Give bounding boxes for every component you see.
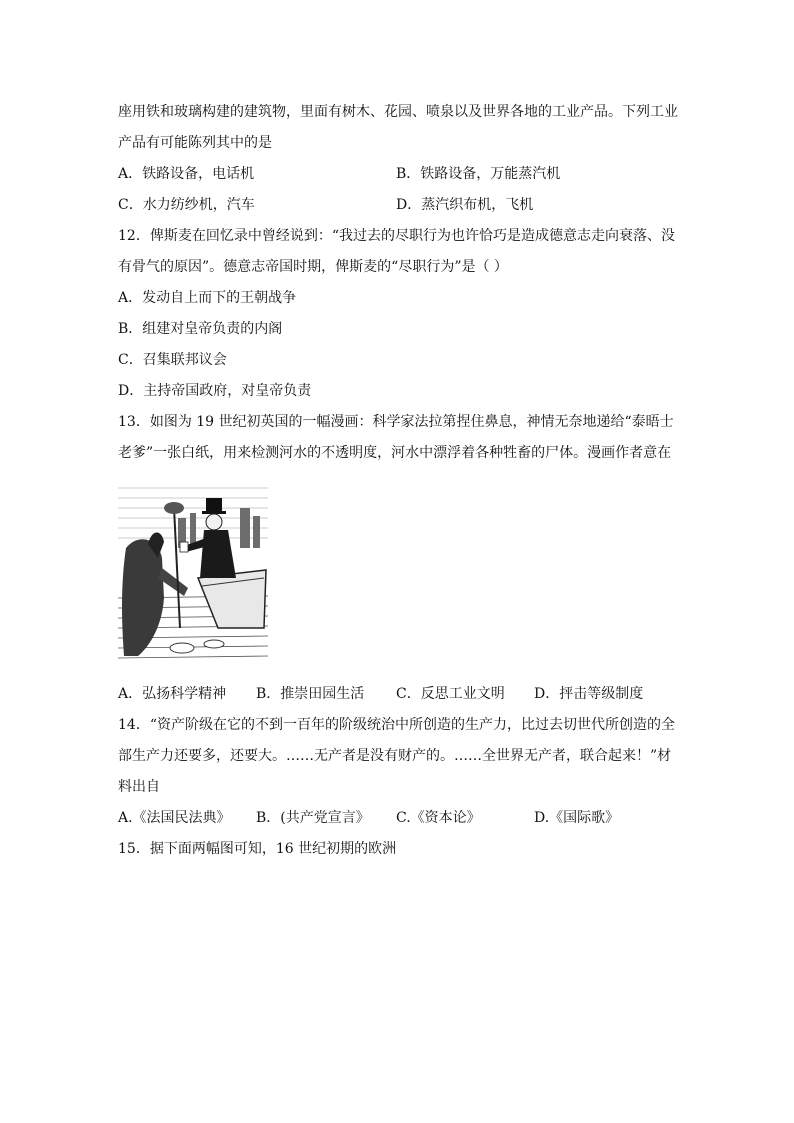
q11-option-b: B．铁路设备，万能蒸汽机 xyxy=(396,166,561,182)
q14-option-d: D.《国际歌》 xyxy=(534,810,620,826)
q12-text-line2: 有骨气的原因”。德意志帝国时期，俾斯麦的“尽职行为”是（ ） xyxy=(118,259,508,275)
q12-option-d: D．主持帝国政府，对皇帝负责 xyxy=(118,383,312,399)
q11-text-line1: 座用铁和玻璃构建的建筑物，里面有树木、花园、喷泉以及世界各地的工业产品。下列工业 xyxy=(118,104,678,120)
q11-option-a: A．铁路设备，电话机 xyxy=(118,166,255,182)
q11-option-c: C．水力纺纱机，汽车 xyxy=(118,197,255,213)
q13-text-line1: 13．如图为 19 世纪初英国的一幅漫画：科学家法拉第捏住鼻息，神情无奈地递给“泰晤士 xyxy=(118,414,674,430)
q11-text-line2: 产品有可能陈列其中的是 xyxy=(118,135,272,151)
q14-text-line3: 料出自 xyxy=(118,779,160,795)
q14-text-line2: 部生产力还要多，还要大。……无产者是没有财产的。……全世界无产者，联合起来！”材 xyxy=(118,748,672,764)
q13-option-b: B．推崇田园生活 xyxy=(256,686,365,702)
q14-text-line1: 14．“资产阶级在它的不到一百年的阶级统治中所创造的生产力，比过去切世代所创造的全 xyxy=(118,717,675,733)
q12-text-line1: 12．俾斯麦在回忆录中曾经说到：“我过去的尽职行为也许恰巧是造成德意志走向衰落、没 xyxy=(118,228,675,244)
q13-text-line2: 老爹”一张白纸，用来检测河水的不透明度，河水中漂浮着各种牲畜的尸体。漫画作者意在 xyxy=(118,445,672,461)
q13-option-c: C．反思工业文明 xyxy=(396,686,505,702)
q14-option-c: C.《资本论》 xyxy=(396,810,481,826)
q15-text-line1: 15．据下面两幅图可知，16 世纪初期的欧洲 xyxy=(118,841,397,857)
q12-option-a: A．发动自上而下的王朝战争 xyxy=(118,290,297,306)
q12-option-c: C．召集联邦议会 xyxy=(118,352,227,368)
q13-option-d: D．抨击等级制度 xyxy=(534,686,644,702)
faraday-cartoon-image xyxy=(118,478,268,664)
q12-option-b: B．组建对皇帝负责的内阁 xyxy=(118,321,283,337)
q13-option-a: A．弘扬科学精神 xyxy=(118,686,227,702)
q14-option-b: B．(共产党宣言》 xyxy=(256,810,370,826)
q14-option-a: A.《法国民法典》 xyxy=(118,810,231,826)
q11-option-d: D．蒸汽织布机，飞机 xyxy=(396,197,534,213)
